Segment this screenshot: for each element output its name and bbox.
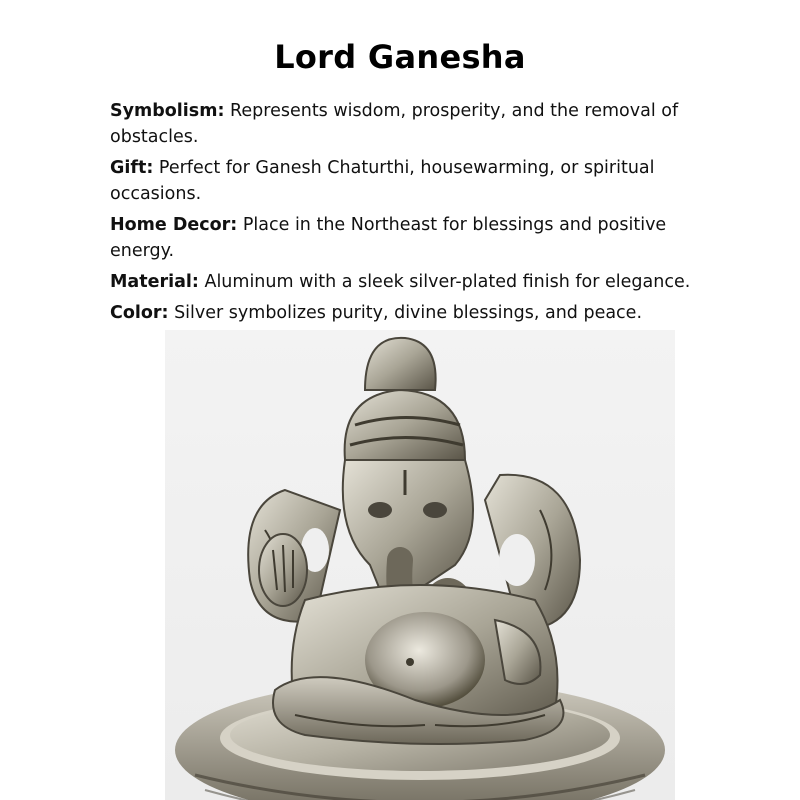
idol-crown: [345, 338, 465, 460]
ganesha-idol-photo: [165, 330, 675, 800]
product-details-list: [110, 98, 720, 331]
page-title: Lord Ganesha: [274, 38, 526, 76]
detail-label: Home Decor:: [110, 215, 238, 235]
detail-label: Material:: [110, 272, 199, 292]
detail-text: Perfect for Ganesh Chaturthi, housewarming, or spiritual occasions.: [110, 158, 655, 204]
detail-text: Silver symbolizes purity, divine blessings, and peace.: [168, 303, 643, 323]
detail-label: Gift:: [110, 158, 154, 178]
detail-gift: [110, 155, 720, 207]
detail-home-decor: [110, 212, 720, 264]
detail-text: Place in the Northeast for blessings and positive energy.: [110, 215, 667, 261]
detail-material: [110, 269, 720, 295]
detail-label: Color:: [110, 303, 169, 323]
detail-text: Represents wisdom, prosperity, and the removal of obstacles.: [110, 101, 679, 147]
detail-color: [110, 300, 720, 326]
detail-symbolism: [110, 98, 720, 150]
ganesha-idol-illustration: [165, 330, 675, 800]
detail-text: Aluminum with a sleek silver-plated finish for elegance.: [198, 272, 691, 292]
detail-label: Symbolism:: [110, 101, 225, 121]
